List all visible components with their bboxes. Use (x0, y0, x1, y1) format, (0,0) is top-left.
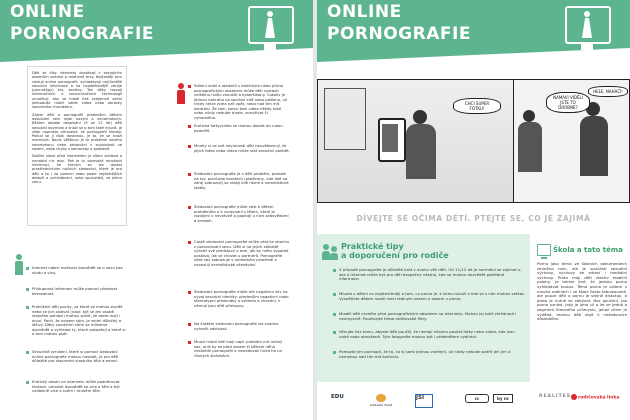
intro-paragraph: Děti se díky internetu dostávají k sexuálním obsahům snadno a relativně brzy. Nejčastěji tam sledují online pornografii, vyhledávají nejrůznější sexuální informace a na nejoblíbenější zdroje (pornoklipy) tzv. sexting. Ten děky rozvoji informačních a komunikačních technologií umožňují, aby se mladí lidé vzájemně velmi jednoduše mohli sdílet videa nebo obrázky sexuálního charakteru. (32, 71, 122, 110)
logo-edu: EDU (331, 394, 344, 400)
phone-drawing (378, 118, 406, 162)
logo-nadacni-fond: nadační fond (361, 394, 401, 407)
child-icon (14, 254, 24, 276)
tip-item: V případě pornografie je důležité brát v úvahu věk dětí. Od 11/12 let je normální se zajímat o sex a internet může být pro děti bezpečný nástroj, kde se mohou dozvědět potřebné informace. (339, 268, 525, 282)
adult-bullet: Mnohy si ve své nevinnosti děti neuvědomují, že jejich fotka nebo video může stát sexuální podnět. (194, 143, 290, 153)
adult-bullet: Sledování pornografie může vést k dětem problémům a k vyrovnání s tělem, které je rozvíjení v nevrávně a popírají u nich sebevědomí a zmatek. (194, 204, 289, 223)
child-bullet: Erotický obsah na internetu může podněcovat fantazii, umožnit dozvědět se více o těle a být vzdáleně více o svém i druhém těle. (32, 380, 126, 394)
child-bullet: Prohlížení děti pocity, za které se mohou stydět nebo se jich obávat (např. být se jen osobě stejného pohlaví) mohou zjistit, že takto mají i druzí. Pocit, že nejsem sám, je velmi důležitý a léčivý. Děky sociálním sítím se můžeme dozvědět a vyhledat ty, které zakoušejí a které si o tom mohou psát. (32, 304, 126, 336)
school-title: Škola a tato téma (553, 246, 623, 254)
tip-item: Pomozte jim pochopit, že to, co si sami jednou zveřejní, už nikdy nebude patřit jen jim a nemohou nad tím mít kontrolu. (339, 350, 525, 359)
monitor-icon (248, 6, 294, 44)
tips-title (341, 242, 449, 260)
child-bullet: Internet nabízí možnost dozvědět se o sexu bez studu a viny. (32, 266, 126, 275)
tips-title-line2: a doporučení pro rodiče (341, 251, 449, 260)
intro-text-box (27, 66, 127, 226)
adult-bullet: Časté sledování pornografie může vést ke strachu z porovnávání sexu. Děti si na jejich základě vytváří své představy o tom, jak by měla vypadat postava, jak se chovat u partnerů. Pornografie však sex zobrazuje v nereálném prostředí a navozují nerealistické očekávání. (194, 239, 290, 267)
parents-icon (323, 244, 339, 260)
comic-strip (317, 79, 630, 203)
adult-bullet: Erotická fotky/videa se mohou dostat do rukou pedofilů. (194, 124, 290, 133)
intro-paragraph: Zájem dětí o pornografii především během dospívání není nijak novým a nenormálním. Během období dospívání (9 až 11 let) děti sexuální dovrnost a snaží se o tom také mluvit. Je však naprosto přirozené, že pornografii hledají. Pokud se jí však dostanou, je to, že se snaží rozmluvit. Navíc většinou je to prostředí nového smartphonu nebo sledování v souvislosti se sexem, nebo chyby s kamarády a podobně. (32, 112, 122, 152)
speech-bubble: HELE, NAHAČI! (588, 86, 628, 97)
school-box (533, 234, 630, 382)
right-page (317, 0, 630, 420)
tips-title-line1: Praktické tipy (341, 242, 404, 251)
partner-logos (317, 388, 630, 416)
tip-item: Věnujte čas tomu, abyste děti poučili, že nemají nikomu posílat fotky nebo videa, kde jsou nahé nebo obnažené. Tyto fotografie mohou být i předmětem vydírání. (339, 330, 525, 339)
adult-bullet: Mnozí mladí lidé mají např. problém mít reálný sex, aniž by se před sexem či během něho neshlédli pornografii a nesledovali hned ho na různých stránkách. (194, 340, 290, 358)
speech-bubble: NAMAVI VIDĚLI JSTE TO DROBNÉ? (546, 92, 590, 113)
logo-realites: REALITES (539, 394, 571, 399)
child-bullet: Sexuálně vzrušení, které si pomocí sledování online pornografie mohou navodit, je pro děti důležité pro zkoumání vlastního těla a emocí. (32, 350, 126, 364)
adult-bullet: Sledování pornografie může mít negativní vliv na vývoj sexuální identity: především negativní nebo stereotypní předsudky o vzhledu a chování, k němuž jsou dítě přístupny. (194, 289, 289, 308)
header-title-line2: PORNOGRAFIE (10, 24, 154, 44)
adult-bullet: Sledování pornografie je v dětí problém, protože na tzv. porntube karatech (platformy, kde lidé na zdroj zobrazují) se vídají lidé různé a nerealistické ideály. (194, 171, 289, 190)
logo-cc-license: by nc (493, 394, 513, 403)
computer-icon (537, 244, 551, 256)
logo-rodicovska-linka: rodičovská linka (571, 394, 619, 401)
monitor-icon (565, 6, 611, 44)
tip-item: Mladší děti chraňte před pornografickým obsahem na internetu. Mohou jej totiž zhlédnout i neúmyslně. Používejte třeba rodičovské filtry. (339, 312, 525, 321)
tips-box (317, 234, 530, 382)
school-text: Porno jako téma ve školních dokumentech zmíněno není, ale je součástí sexuální výchovy, výchovy ke zdraví i mediální výchovy. Proto mají děti vlastní mobilní polohy, je takhle jiné, že jednou porno vyhledávat budou. Téma porna je ovšem v mnoha rodinách i ve škole často tabuizované, ale pouze děti o pornu je stejně diskutují, a proto je nutné se zabývat. Bez poučení, jak porno vzniká, jaký je jeho cíl a že se jedná o segment filmového průmyslu, jehož cílem je vydělat, mohou děti dojít k nežádoucím důsledkům. (537, 261, 627, 322)
left-header (0, 0, 313, 62)
left-page (0, 0, 313, 420)
speech-bubble: CHCI SUPER FOTKU! (453, 98, 501, 114)
logo-cc: cc (465, 394, 489, 403)
tip-item: Mluvte s dětmi co nejotevřeněji o tom, co porno je, k čemu slouží a kde se s ním mohou setkat. Vysvětlete dětem rozdíl mezi reálným sexem a sexem v porno. (339, 291, 525, 301)
logo-jsi: JSI (415, 394, 433, 408)
adult-icon (176, 83, 186, 105)
adult-bullet: Na častém sledování pornografie lze snadno vytvořit závislost. (194, 322, 290, 331)
intro-paragraph: Dalším slovo před internetem je všem zvídavá a nenabízí nic moc. Pak je tu obrovské množství informací, ke kterým se lze dostat prostřednictvím nočních sledování, které je pro děti a to i za pomocí nebo podle nejčastějších dotazů a vyhledávání, nebo spolužáků, za jednu cenu. (32, 154, 122, 185)
tagline: DÍVEJTE SE OČIMA DĚTÍ. PTEJTE SE, CO JE ZAJÍMÁ (356, 214, 591, 223)
right-header (317, 0, 630, 62)
adult-bullet: Sdílení videí a obrázků s erotickým nebo přímo pornografickým obsahem může děti vystavit velkému riziku zneužití a kyberšikany. Čokoliv je jednou nahráno na sociální sítě nebo pošleno, už nikdy nelze zcela vzít zpět, nebo nad tím mít kontrolu. Že tam, komu tam video někdy také nebo nikdy nebude trvale, zneužívat či výhodného. (194, 84, 290, 120)
header-title-line2: PORNOGRAFIE (327, 24, 471, 44)
header-title-line1: ONLINE (10, 2, 85, 22)
child-bullet: Přístupnost informací může pomoci překonat bezradnost. (32, 287, 126, 296)
comic-panel-1 (318, 80, 514, 202)
header-title-line1: ONLINE (327, 2, 402, 22)
